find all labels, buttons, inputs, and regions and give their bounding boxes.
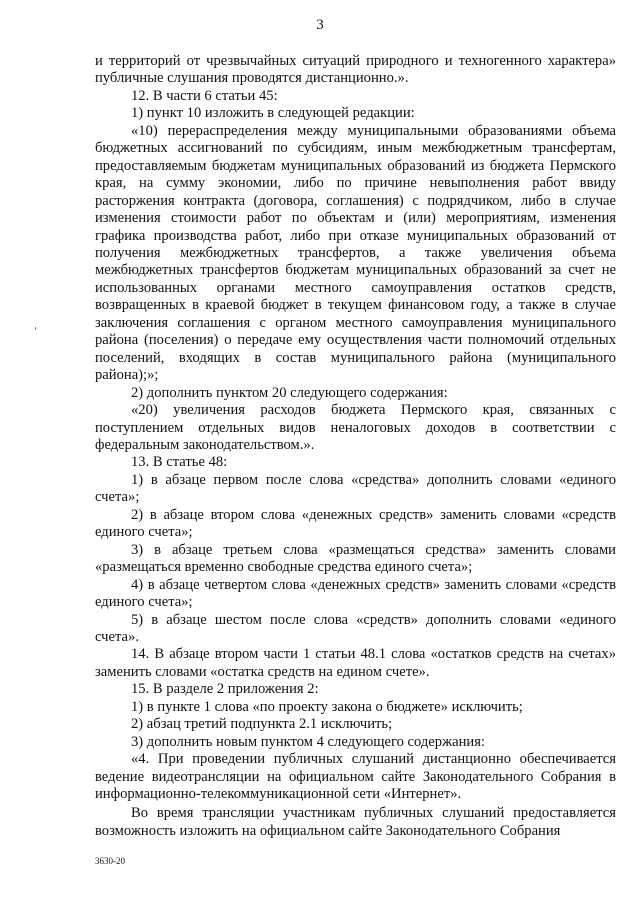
- paragraph: 13. В статье 48:: [131, 454, 228, 471]
- paragraph: «4. При проведении публичных слушаний дистанционно обеспечивается ведение видеотрансляции на официальном сайте Законодательного Собрания в информационно-телекоммуникационной сети «Интернет».: [95, 751, 616, 803]
- paragraph: 4) в абзаце четвертом слова «денежных средств» заменить словами «средств единого счета»;: [95, 576, 616, 611]
- margin-mark: [35, 327, 36, 330]
- paragraph: 1) пункт 10 изложить в следующей редакции:: [131, 105, 415, 122]
- paragraph: 15. В разделе 2 приложения 2:: [131, 681, 319, 698]
- paragraph: 3) в абзаце третьем слова «размещаться средства» заменить словами «размещаться временно свободные средства единого счета»;: [95, 541, 616, 576]
- paragraph: 14. В абзаце втором части 1 статьи 48.1 слова «остатков средств на счетах» заменить словами «остатка средств на едином счете».: [95, 646, 616, 680]
- paragraph: 2) дополнить пунктом 20 следующего содержания:: [131, 384, 448, 401]
- paragraph: «20) увеличения расходов бюджета Пермского края, связанных с поступлением отдельных видов неналоговых доходов в соответствии с федеральным законодательством.».: [95, 402, 616, 453]
- paragraph: 1) в пункте 1 слова «по проекту закона о бюджете» исключить;: [131, 698, 523, 715]
- page-number: 3: [316, 17, 324, 33]
- paragraph: 3) дополнить новым пунктом 4 следующего содержания:: [131, 733, 486, 750]
- paragraph: «10) перераспределения между муниципальными образованиями объема бюджетных ассигнований по субсидиям, иным межбюджетным трансфертам, предоставляемым бюджетам муниципальных образований из бюджета Пермского края, на сумму экономии, либо по причине невыполнения работ ввиду расторжения контракта (договора, соглашения) с подрядчиком, либо в случае изменения стоимости работ по объектам и (или) мероприятиям, изменения графика производства работ, либо при отказе муниципальных образований от получения межбюджетных трансфертов, а также увеличения объема межбюджетных трансфертов бюджетам муниципальных образований за счет не использованных органами местного самоуправления остатков средств, возвращенных в краевой бюджет в текущем финансовом году, а также в случае заключения соглашения с органом местного самоуправления муниципального района (поселения) о передаче ему осуществления части полномочий отдельных поселений, входящих в состав муниципального района (муниципального района);»;: [95, 122, 616, 384]
- document-code: 3630-20: [95, 856, 125, 866]
- paragraph: 5) в абзаце шестом после слова «средств» дополнить словами «единого счета».: [95, 611, 616, 645]
- paragraph: и территорий от чрезвычайных ситуаций природного и техногенного характера» публичные слушания проводятся дистанционно.».: [95, 53, 616, 87]
- paragraph: 12. В части 6 статьи 45:: [131, 87, 278, 104]
- paragraph: 2) в абзаце втором слова «денежных средств» заменить словами «средств единого счета»;: [95, 506, 616, 541]
- document-body: [95, 53, 616, 840]
- paragraph: 1) в абзаце первом после слова «средства» дополнить словами «единого счета»;: [95, 471, 616, 506]
- paragraph: 2) абзац третий подпункта 2.1 исключить;: [131, 716, 393, 733]
- paragraph: Во время трансляции участникам публичных слушаний предоставляется возможность изложить на официальном сайте Законодательного Собрания: [95, 805, 616, 839]
